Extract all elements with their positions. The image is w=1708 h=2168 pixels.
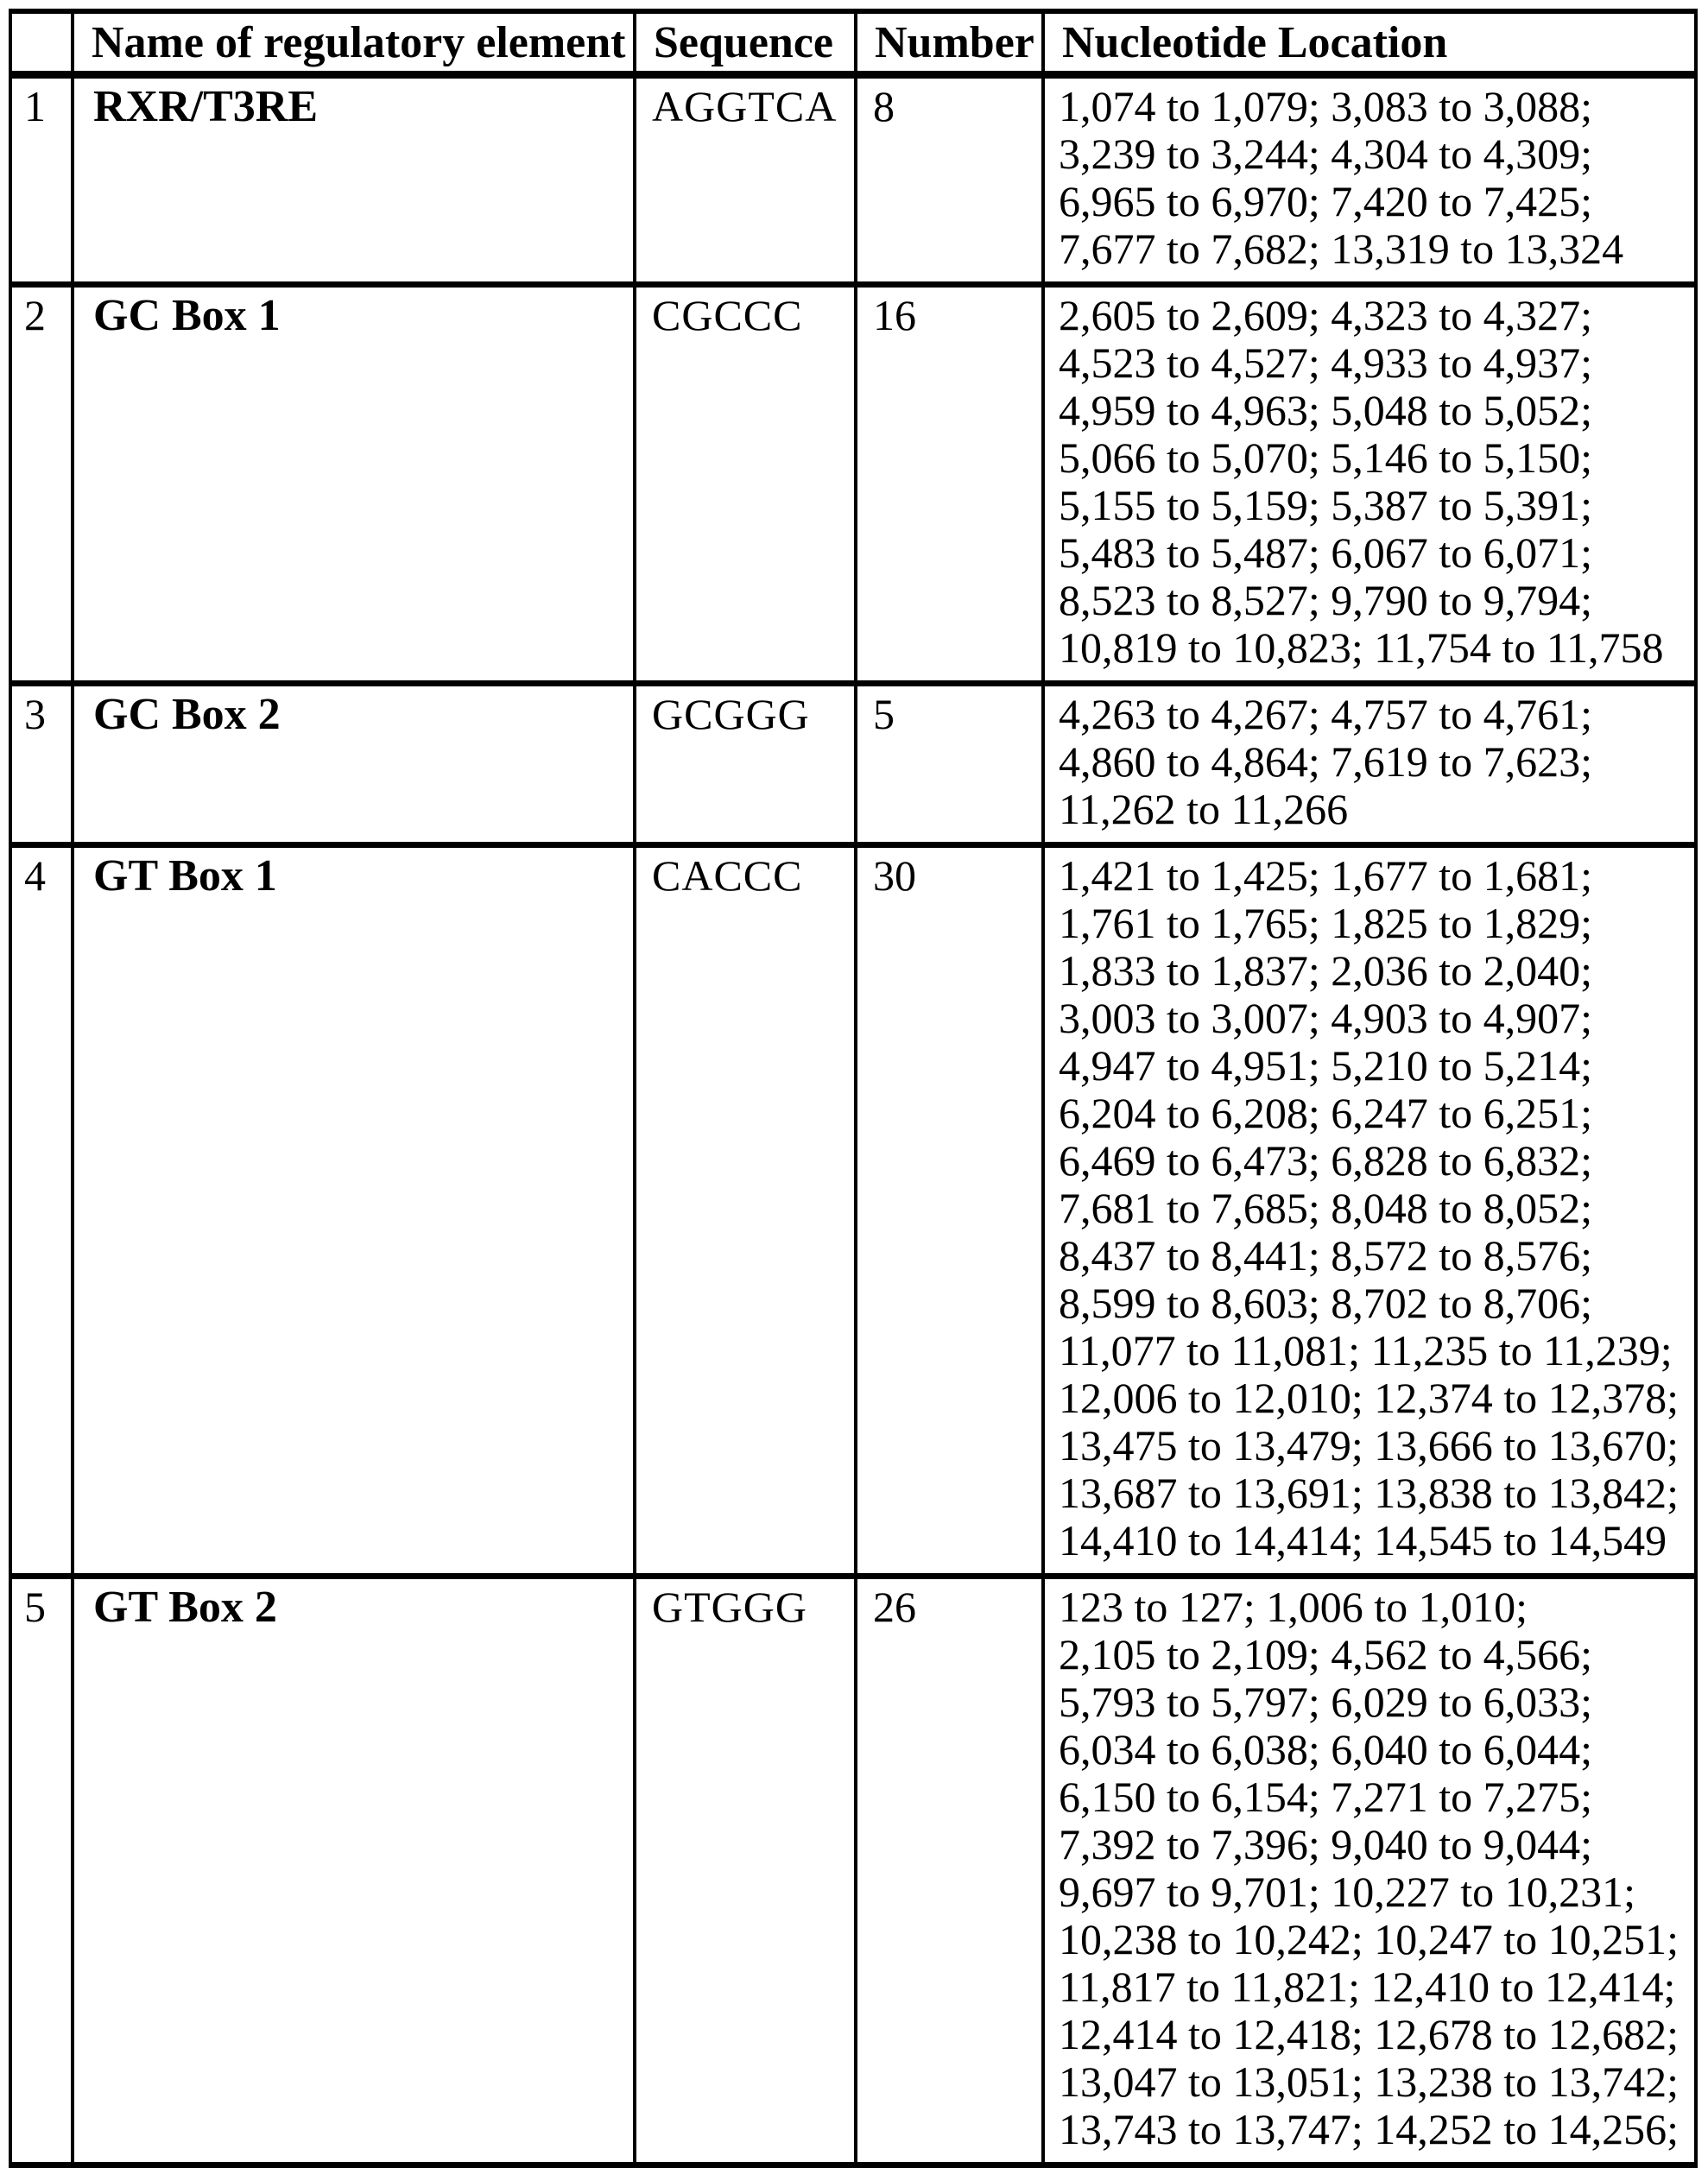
element-count: 26	[856, 1577, 1043, 2165]
element-sequence: AGGTCA	[635, 75, 856, 285]
regulatory-elements-table	[9, 9, 1698, 2168]
header-number: Number	[856, 11, 1043, 75]
row-index: 2	[10, 285, 73, 684]
header-name: Name of regulatory element	[73, 11, 635, 75]
element-sequence: GCGGG	[635, 684, 856, 845]
nucleotide-locations: 1,421 to 1,425; 1,677 to 1,681; 1,761 to 1,765; 1,825 to 1,829; 1,833 to 1,837; 2,036 to 2,040; 3,003 to 3,007; 4,903 to 4,907; 4,947 to 4,951; 5,210 to 5,214; 6,204 to 6,208; 6,247 to 6,251; 6,469 to 6,473; 6,828 to 6,832; 7,681 to 7,685; 8,048 to 8,052; 8,437 to 8,441; 8,572 to 8,576; 8,599 to 8,603; 8,702 to 8,706; 11,077 to 11,081; 11,235 to 11,239; 12,006 to 12,010; 12,374 to 12,378; 13,475 to 13,479; 13,666 to 13,670; 13,687 to 13,691; 13,838 to 13,842; 14,410 to 14,414; 14,545 to 14,549	[1043, 845, 1696, 1577]
element-name: GC Box 2	[73, 684, 635, 845]
table-row	[10, 684, 1696, 845]
header-row	[10, 11, 1696, 75]
element-name: GT Box 2	[73, 1577, 635, 2165]
nucleotide-locations: 2,605 to 2,609; 4,323 to 4,327; 4,523 to 4,527; 4,933 to 4,937; 4,959 to 4,963; 5,048 to 5,052; 5,066 to 5,070; 5,146 to 5,150; 5,155 to 5,159; 5,387 to 5,391; 5,483 to 5,487; 6,067 to 6,071; 8,523 to 8,527; 9,790 to 9,794; 10,819 to 10,823; 11,754 to 11,758	[1043, 285, 1696, 684]
row-index: 1	[10, 75, 73, 285]
row-index: 4	[10, 845, 73, 1577]
row-index: 3	[10, 684, 73, 845]
element-count: 16	[856, 285, 1043, 684]
element-sequence: GTGGG	[635, 1577, 856, 2165]
header-index	[10, 11, 73, 75]
element-sequence: CACCC	[635, 845, 856, 1577]
element-count: 30	[856, 845, 1043, 1577]
table-row	[10, 285, 1696, 684]
element-name: RXR/T3RE	[73, 75, 635, 285]
element-count: 5	[856, 684, 1043, 845]
header-location: Nucleotide Location	[1043, 11, 1696, 75]
header-sequence: Sequence	[635, 11, 856, 75]
nucleotide-locations: 1,074 to 1,079; 3,083 to 3,088; 3,239 to 3,244; 4,304 to 4,309; 6,965 to 6,970; 7,420 to 7,425; 7,677 to 7,682; 13,319 to 13,324	[1043, 75, 1696, 285]
table-row	[10, 1577, 1696, 2165]
element-name: GC Box 1	[73, 285, 635, 684]
table-row	[10, 845, 1696, 1577]
table-row	[10, 75, 1696, 285]
nucleotide-locations: 123 to 127; 1,006 to 1,010; 2,105 to 2,109; 4,562 to 4,566; 5,793 to 5,797; 6,029 to 6,033; 6,034 to 6,038; 6,040 to 6,044; 6,150 to 6,154; 7,271 to 7,275; 7,392 to 7,396; 9,040 to 9,044; 9,697 to 9,701; 10,227 to 10,231; 10,238 to 10,242; 10,247 to 10,251; 11,817 to 11,821; 12,410 to 12,414; 12,414 to 12,418; 12,678 to 12,682; 13,047 to 13,051; 13,238 to 13,742; 13,743 to 13,747; 14,252 to 14,256;	[1043, 1577, 1696, 2165]
element-count: 8	[856, 75, 1043, 285]
nucleotide-locations: 4,263 to 4,267; 4,757 to 4,761; 4,860 to 4,864; 7,619 to 7,623; 11,262 to 11,266	[1043, 684, 1696, 845]
element-name: GT Box 1	[73, 845, 635, 1577]
element-sequence: CGCCC	[635, 285, 856, 684]
row-index: 5	[10, 1577, 73, 2165]
